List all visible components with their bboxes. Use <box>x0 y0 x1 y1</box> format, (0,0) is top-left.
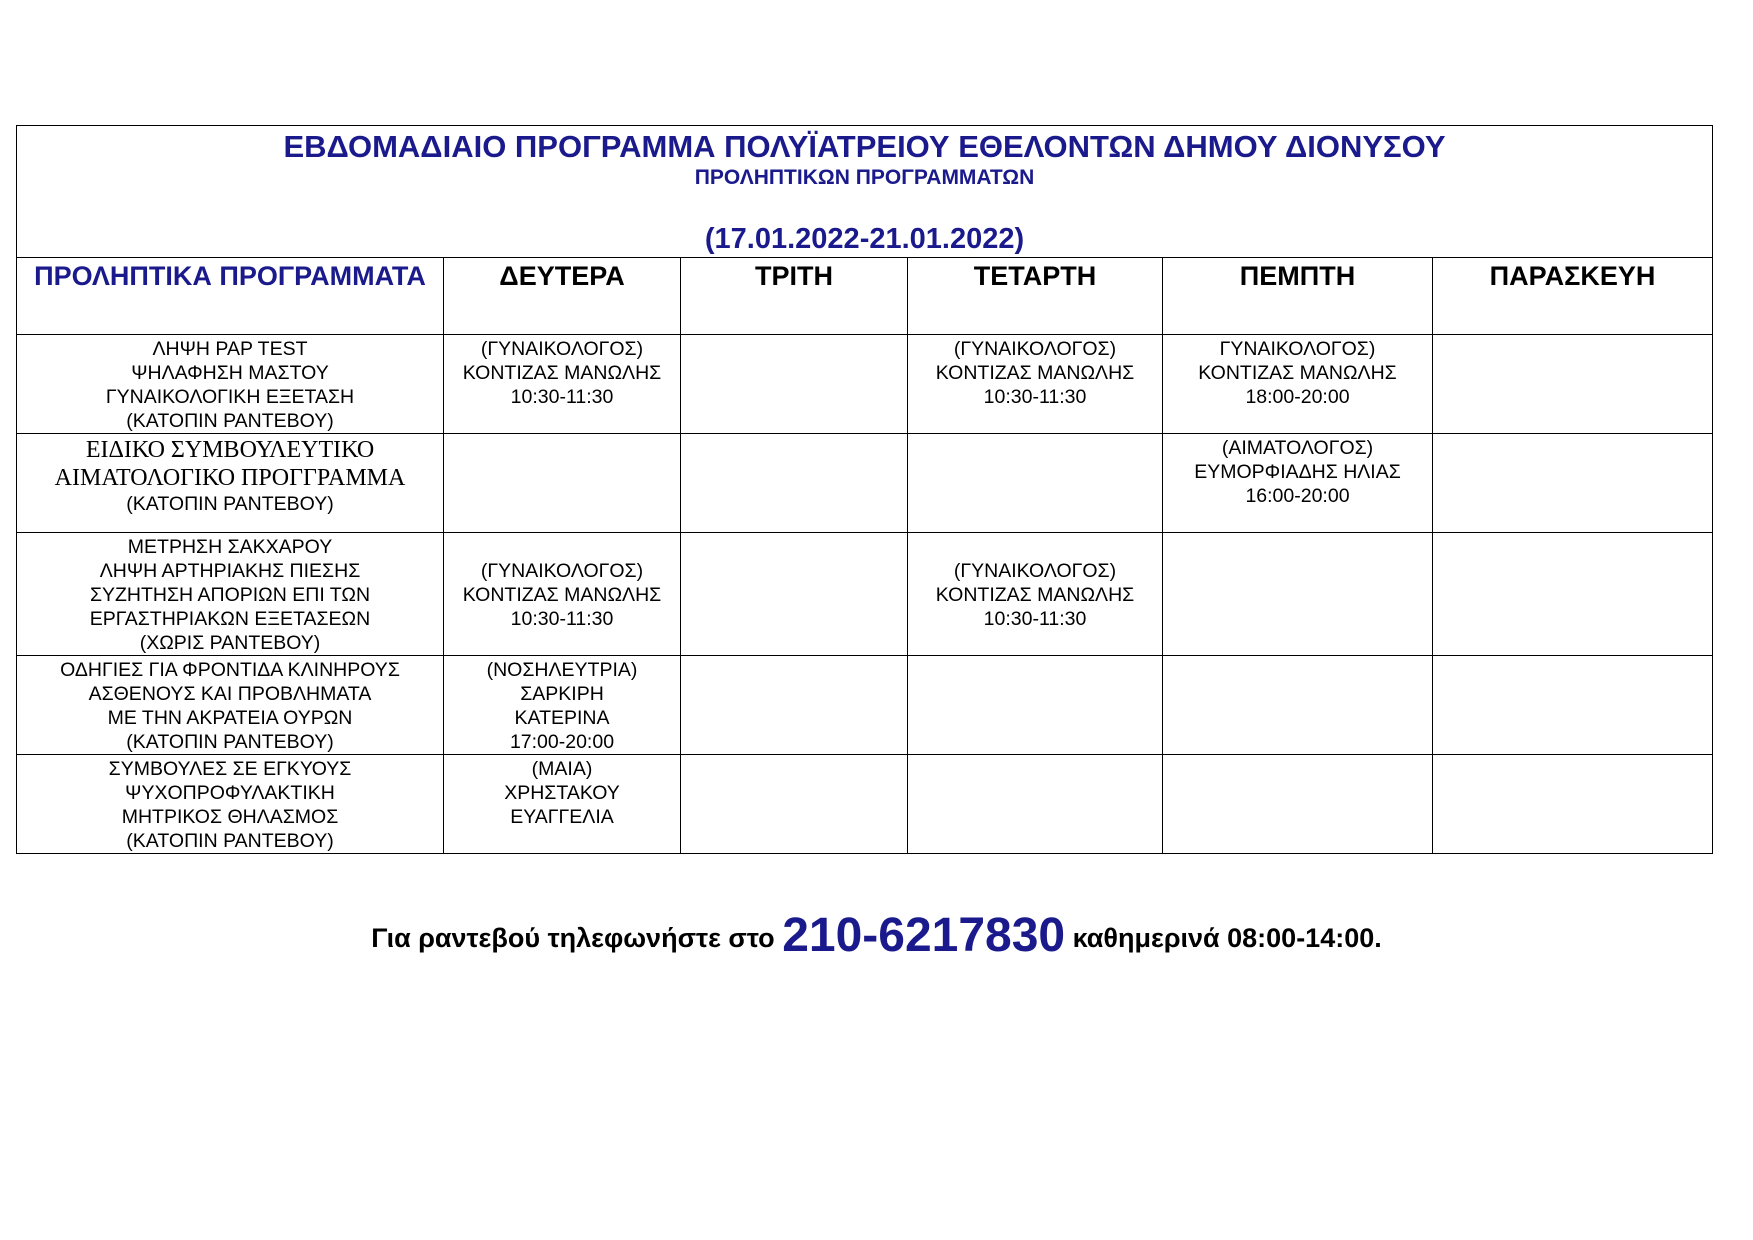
program-cell: ΛΗΨΗ PAP TEST ΨΗΛΑΦΗΣΗ ΜΑΣΤΟΥ ΓΥΝΑΙΚΟΛΟΓΙΚΗ ΕΞΕΤΑΣΗ (ΚΑΤΟΠΙΝ ΡΑΝΤΕΒΟΥ) <box>17 335 444 434</box>
column-header-friday: ΠΑΡΑΣΚΕΥΗ <box>1433 258 1713 335</box>
thursday-cell <box>1163 755 1433 854</box>
monday-cell: (ΓΥΝΑΙΚΟΛΟΓΟΣ) ΚΟΝΤΙΖΑΣ ΜΑΝΩΛΗΣ 10:30-11:30 <box>444 335 681 434</box>
program-cell: ΣΥΜΒΟΥΛΕΣ ΣΕ ΕΓΚΥΟΥΣ ΨΥΧΟΠΡΟΦΥΛΑΚΤΙΚΗ ΜΗΤΡΙΚΟΣ ΘΗΛΑΣΜΟΣ (ΚΑΤΟΠΙΝ ΡΑΝΤΕΒΟΥ) <box>17 755 444 854</box>
column-header-tuesday: ΤΡΙΤΗ <box>681 258 908 335</box>
document-subtitle: ΠΡΟΛΗΠΤΙΚΩΝ ΠΡΟΓΡΑΜΜΑΤΩΝ <box>694 166 1035 189</box>
thursday-cell <box>1163 656 1433 755</box>
thursday-cell: ΓΥΝΑΙΚΟΛΟΓΟΣ) ΚΟΝΤΙΖΑΣ ΜΑΝΩΛΗΣ 18:00-20:00 <box>1163 335 1433 434</box>
friday-cell <box>1433 335 1713 434</box>
tuesday-cell <box>681 533 908 656</box>
column-header-thursday: ΠΕΜΠΤΗ <box>1163 258 1433 335</box>
program-cell: ΜΕΤΡΗΣΗ ΣΑΚΧΑΡΟΥ ΛΗΨΗ ΑΡΤΗΡΙΑΚΗΣ ΠΙΕΣΗΣ ΣΥΖΗΤΗΣΗ ΑΠΟΡΙΩΝ ΕΠΙ ΤΩΝ ΕΡΓΑΣΤΗΡΙΑΚΩΝ ΕΞΕΤΑΣΕΩΝ (ΧΩΡΙΣ ΡΑΝΤΕΒΟΥ) <box>17 533 444 656</box>
phone-number: 210-6217830 <box>782 909 1066 962</box>
table-row <box>17 533 1713 656</box>
column-header-programs: ΠΡΟΛΗΠΤΙΚΑ ΠΡΟΓΡΑΜΜΑΤΑ <box>17 258 444 335</box>
monday-cell: (ΝΟΣΗΛΕΥΤΡΙΑ) ΣΑΡΚΙΡΗ ΚΑΤΕΡΙΝΑ 17:00-20:00 <box>444 656 681 755</box>
monday-cell <box>444 434 681 533</box>
program-cell <box>17 434 444 533</box>
monday-cell: (ΜΑΙΑ) ΧΡΗΣΤΑΚΟΥ ΕΥΑΓΓΕΛΙΑ <box>444 755 681 854</box>
table-row <box>17 656 1713 755</box>
friday-cell <box>1433 656 1713 755</box>
wednesday-cell: (ΓΥΝΑΙΚΟΛΟΓΟΣ) ΚΟΝΤΙΖΑΣ ΜΑΝΩΛΗΣ 10:30-11:30 <box>908 533 1163 656</box>
tuesday-cell <box>681 755 908 854</box>
weekly-schedule-table <box>16 125 1713 854</box>
table-row <box>17 434 1713 533</box>
tuesday-cell <box>681 335 908 434</box>
program-cell: ΟΔΗΓΙΕΣ ΓΙΑ ΦΡΟΝΤΙΔΑ ΚΛΙΝΗΡΟΥΣ ΑΣΘΕΝΟΥΣ ΚΑΙ ΠΡΟΒΛΗΜΑΤΑ ΜΕ ΤΗΝ ΑΚΡΑΤΕΙΑ ΟΥΡΩΝ (ΚΑΤΟΠΙΝ ΡΑΝΤΕΒΟΥ) <box>17 656 444 755</box>
wednesday-cell <box>908 656 1163 755</box>
column-header-monday: ΔΕΥΤΕΡΑ <box>444 258 681 335</box>
footer-suffix: καθημερινά 08:00-14:00. <box>1072 923 1382 953</box>
friday-cell <box>1433 533 1713 656</box>
tuesday-cell <box>681 434 908 533</box>
wednesday-cell <box>908 755 1163 854</box>
program-note: (ΚΑΤΟΠΙΝ ΡΑΝΤΕΒΟΥ) <box>126 493 334 515</box>
footer-prefix: Για ραντεβού τηλεφωνήστε στο <box>371 923 775 953</box>
friday-cell <box>1433 434 1713 533</box>
document-title: ΕΒΔΟΜΑΔΙΑΙΟ ΠΡΟΓΡΑΜΜΑ ΠΟΛΥΪΑΤΡΕΙΟΥ ΕΘΕΛΟΝΤΩΝ ΔΗΜΟΥ ΔΙΟΝΥΣΟΥ <box>283 129 1446 164</box>
wednesday-cell <box>908 434 1163 533</box>
monday-cell: (ΓΥΝΑΙΚΟΛΟΓΟΣ) ΚΟΝΤΙΖΑΣ ΜΑΝΩΛΗΣ 10:30-11:30 <box>444 533 681 656</box>
column-header-row <box>17 258 1713 335</box>
table-row <box>17 335 1713 434</box>
thursday-cell <box>1163 533 1433 656</box>
table-header <box>17 126 1713 258</box>
thursday-cell: (ΑΙΜΑΤΟΛΟΓΟΣ) ΕΥΜΟΡΦΙΑΔΗΣ ΗΛΙΑΣ 16:00-20:00 <box>1163 434 1433 533</box>
date-range: (17.01.2022-21.01.2022) <box>704 223 1025 255</box>
column-header-wednesday: ΤΕΤΑΡΤΗ <box>908 258 1163 335</box>
tuesday-cell <box>681 656 908 755</box>
friday-cell <box>1433 755 1713 854</box>
table-title-row <box>17 126 1713 258</box>
program-serif-title: ΕΙΔΙΚΟ ΣΥΜΒΟΥΛΕΥΤΙΚΟ ΑΙΜΑΤΟΛΟΓΙΚΟ ΠΡΟΓΓΡΑΜΜΑ <box>54 437 406 491</box>
table-row <box>17 755 1713 854</box>
appointment-footer <box>0 908 1753 963</box>
wednesday-cell: (ΓΥΝΑΙΚΟΛΟΓΟΣ) ΚΟΝΤΙΖΑΣ ΜΑΝΩΛΗΣ 10:30-11:30 <box>908 335 1163 434</box>
